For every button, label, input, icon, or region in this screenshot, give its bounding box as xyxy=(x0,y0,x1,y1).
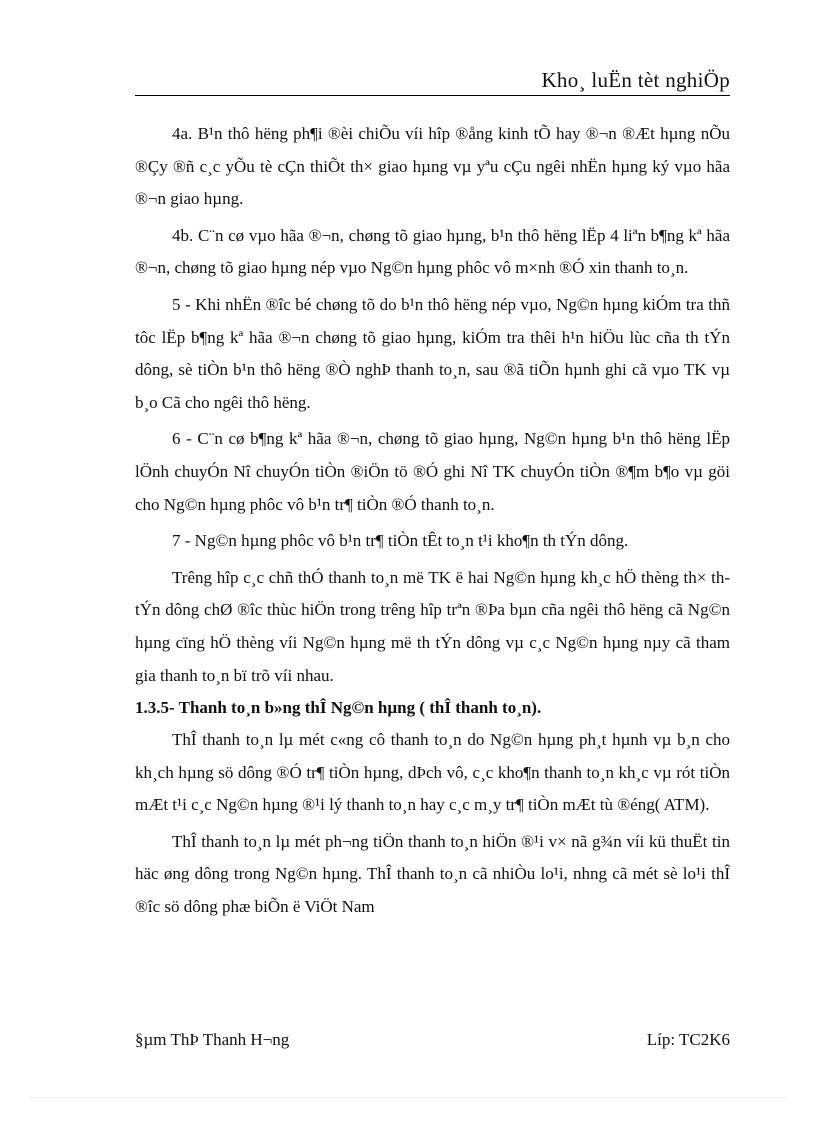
paragraph-different-system: Trêng hîp c¸c chñ thÓ thanh to¸n më TK ë hai Ng©n hµng kh¸c hÖ thèng th× th tÝn dông chØ ®îc thùc hiÖn trong trêng hîp trªn ®Þa bµn cña ngêi thô hëng cã Ng©n hµng cïng hÖ thèng víi Ng©n hµng më th tÝn dông vµ c¸c Ng©n hµng nµy cã tham gia thanh to¸n bï trõ víi nhau. xyxy=(135,567,730,685)
paragraph-step-7: 7 - Ng©n hµng phôc vô b¹n tr¶ tiÒn tÊt to¸n t¹i kho¶n th tÝn dông. xyxy=(172,531,629,551)
page-body xyxy=(135,118,730,924)
footer-class: Líp: TC2K6 xyxy=(646,1030,730,1049)
page-footer xyxy=(135,1030,730,1056)
paragraph-4a: 4a. B¹n thô hëng ph¶i ®èi chiÕu víi hîp ®ång kinh tÕ hay ®¬n ®Æt hµng nÕu ®Çy ®ñ c¸c yÕu tè cÇn thiÕt th× giao hµng vµ yªu cÇu ngêi nhËn hµng ký vµo hãa ®¬n giao hµng. xyxy=(135,124,730,209)
section-heading: 1.3.5- Thanh to¸n b»ng thÎ Ng©n hµng ( thÎ thanh to¸n). xyxy=(135,698,542,718)
paragraph-step-6: 6 - C¨n cø b¶ng kª hãa ®¬n, chøng tõ giao hµng, Ng©n hµng b¹n thô hëng lËp lÖnh chuyÓn Nî chuyÓn tiÒn ®iÖn tö ®Ó ghi Nî TK chuyÓn tiÒn ®¶m b¶o vµ göi cho Ng©n hµng phôc vô b¹n tr¶ tiÒn ®Ó thanh to¸n. xyxy=(135,429,730,514)
paragraph-4b: 4b. C¨n cø vµo hãa ®¬n, chøng tõ giao hµng, b¹n thô hëng lËp 4 liªn b¶ng kª hãa ®¬n, chøng tõ giao hµng nép vµo Ng©n hµng phôc vô m×nh ®Ó xin thanh to¸n. xyxy=(135,225,730,278)
header-rule xyxy=(135,95,730,96)
footer-author: §µm ThÞ Thanh H¬ng xyxy=(135,1030,290,1049)
section-paragraph-2: ThÎ thanh to¸n lµ mét ph¬ng tiÖn thanh to¸n hiÖn ®¹i v× nã g¾n víi kü thuËt tin häc øng dông trong Ng©n hµng. ThÎ thanh to¸n cã nhiÒu lo¹i, nhng cã mét sè lo¹i thÎ ®îc sö dông phæ biÕn ë ViÖt Nam xyxy=(135,831,730,917)
page-bottom-rule xyxy=(30,1097,786,1098)
paragraph-step-5: 5 - Khi nhËn ®îc bé chøng tõ do b¹n thô hëng nép vµo, Ng©n hµng kiÓm tra thñ tôc lËp b¶ng kª hãa ®¬n chøng tõ giao hµng, kiÓm tra thêi h¹n hiÖu lùc cña th tÝn dông, sè tiÒn b¹n thô hëng ®Ò nghÞ thanh to¸n, sau ®ã tiÕn hµnh ghi cã vµo TK vµ b¸o Cã cho ngêi thô hëng. xyxy=(135,294,730,412)
header-title: Kho¸ luËn tèt nghiÖp xyxy=(541,68,730,92)
section-paragraph-1: ThÎ thanh to¸n lµ mét c«ng cô thanh to¸n do Ng©n hµng ph¸t hµnh vµ b¸n cho kh¸ch hµng sö dông ®Ó tr¶ tiÒn hµng, dÞch vô, c¸c kho¶n thanh to¸n kh¸c vµ rót tiÒn mÆt t¹i c¸c Ng©n hµng ®¹i lý thanh to¸n hay c¸c m¸y tr¶ tiÒn mÆt tù ®éng( ATM). xyxy=(135,730,730,815)
page-header xyxy=(135,68,730,96)
